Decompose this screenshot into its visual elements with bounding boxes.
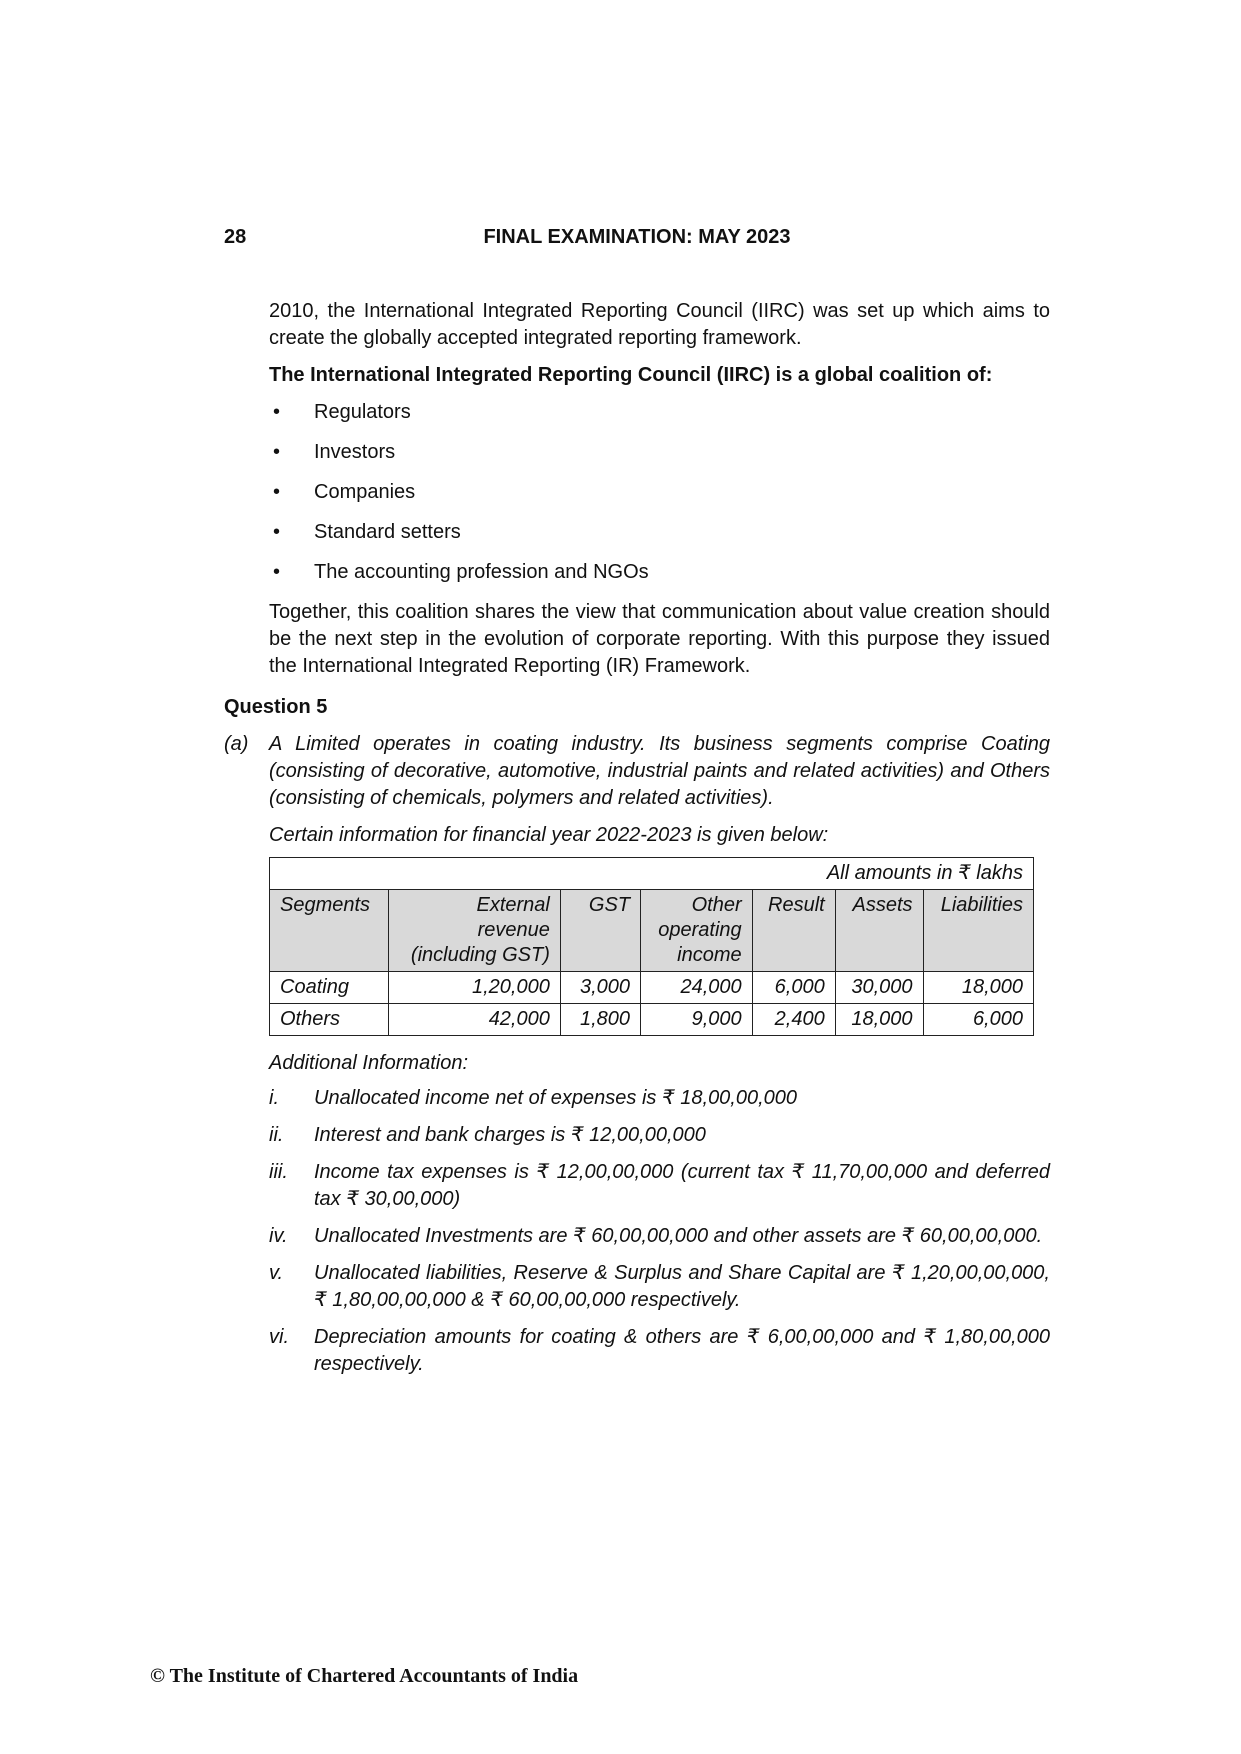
item-number: i. xyxy=(269,1087,279,1109)
bullet-icon: • xyxy=(273,441,281,463)
col-header-segments: Segments xyxy=(270,890,389,972)
item-number: vi. xyxy=(269,1326,289,1348)
list-item xyxy=(269,1260,1050,1314)
item-number: iv. xyxy=(269,1225,288,1247)
coalition-heading: The International Integrated Reporting Council (IIRC) is a global coalition of: xyxy=(269,364,993,386)
list-item xyxy=(269,1122,1050,1149)
additional-heading: Additional Information: xyxy=(269,1052,469,1074)
intro-paragraph: 2010, the International Integrated Reporting Council (IIRC) was set up which aims to create the globally accepted integrated reporting framework. xyxy=(269,300,1050,349)
cell-liabilities: 6,000 xyxy=(923,1004,1033,1036)
col-header-gst: GST xyxy=(560,890,640,972)
item-text: Unallocated liabilities, Reserve & Surplus and Share Capital are ₹ 1,20,00,00,000, ₹ 1,80,00,00,000 & ₹ 60,00,00,000 respectively. xyxy=(314,1262,1050,1311)
bullet-icon: • xyxy=(273,481,281,503)
list-item-text: Regulators xyxy=(314,401,411,423)
cell-segment: Coating xyxy=(270,972,389,1004)
item-text: Unallocated income net of expenses is ₹ 18,00,00,000 xyxy=(314,1087,798,1109)
item-text: Unallocated Investments are ₹ 60,00,00,000 and other assets are ₹ 60,00,00,000. xyxy=(314,1225,1043,1247)
list-item xyxy=(269,519,1050,546)
segment-table xyxy=(269,857,1034,1036)
list-item-text: Investors xyxy=(314,441,396,463)
list-item-text: The accounting profession and NGOs xyxy=(314,561,649,583)
coalition-list xyxy=(269,399,1050,586)
list-item xyxy=(269,439,1050,466)
col-header-result: Result xyxy=(752,890,835,972)
cell-external-revenue: 1,20,000 xyxy=(388,972,560,1004)
list-item xyxy=(269,1324,1050,1378)
col-header-assets: Assets xyxy=(835,890,923,972)
table-note-row xyxy=(270,858,1034,890)
cell-gst: 1,800 xyxy=(560,1004,640,1036)
together-paragraph: Together, this coalition shares the view that communication about value creation should be the next step in the evolution of corporate reporting. With this purpose they issued the International Integrated Reporting (IR) Framework. xyxy=(269,601,1050,677)
list-item-text: Standard setters xyxy=(314,521,461,543)
copyright-footer: © The Institute of Chartered Accountants of India xyxy=(150,1665,579,1687)
cell-assets: 18,000 xyxy=(835,1004,923,1036)
bullet-icon: • xyxy=(273,401,281,423)
additional-info-list xyxy=(269,1085,1050,1378)
cell-other-income: 9,000 xyxy=(641,1004,753,1036)
list-item xyxy=(269,559,1050,586)
col-header-external-revenue: External revenue (including GST) xyxy=(388,890,560,972)
question-heading: Question 5 xyxy=(224,696,328,718)
item-text: Interest and bank charges is ₹ 12,00,00,000 xyxy=(314,1124,706,1146)
item-text: Income tax expenses is ₹ 12,00,00,000 (current tax ₹ 11,70,00,000 and deferred tax ₹ 30,00,000) xyxy=(314,1161,1050,1210)
amounts-note: All amounts in ₹ lakhs xyxy=(270,858,1034,890)
part-label: (a) xyxy=(224,733,249,755)
cell-liabilities: 18,000 xyxy=(923,972,1033,1004)
part-text: A Limited operates in coating industry. Its business segments comprise Coating (consisting of decorative, automotive, industrial paints and related activities) and Others (consisting of chemicals, polymers and related activities). xyxy=(269,733,1050,809)
list-item xyxy=(269,1223,1050,1250)
question-part-a xyxy=(224,731,1050,812)
col-header-liabilities: Liabilities xyxy=(923,890,1033,972)
running-title: FINAL EXAMINATION: MAY 2023 xyxy=(483,226,791,248)
list-item-text: Companies xyxy=(314,481,416,503)
cell-assets: 30,000 xyxy=(835,972,923,1004)
table-header-row xyxy=(270,890,1034,972)
page-number: 28 xyxy=(224,226,247,248)
table-row xyxy=(270,972,1034,1004)
bullet-icon: • xyxy=(273,561,281,583)
item-number: iii. xyxy=(269,1161,288,1183)
table-row xyxy=(270,1004,1034,1036)
cell-external-revenue: 42,000 xyxy=(388,1004,560,1036)
col-header-other-income: Other operating income xyxy=(641,890,753,972)
item-number: v. xyxy=(269,1262,284,1284)
item-number: ii. xyxy=(269,1124,284,1146)
cell-other-income: 24,000 xyxy=(641,972,753,1004)
cell-result: 2,400 xyxy=(752,1004,835,1036)
list-item xyxy=(269,399,1050,426)
list-item xyxy=(269,1159,1050,1213)
cell-result: 6,000 xyxy=(752,972,835,1004)
page-header xyxy=(224,226,1050,256)
item-text: Depreciation amounts for coating & others are ₹ 6,00,00,000 and ₹ 1,80,00,000 respectively. xyxy=(314,1326,1050,1375)
certain-info: Certain information for financial year 2022-2023 is given below: xyxy=(269,824,829,846)
cell-gst: 3,000 xyxy=(560,972,640,1004)
page-content xyxy=(224,298,1050,1388)
list-item xyxy=(269,479,1050,506)
bullet-icon: • xyxy=(273,521,281,543)
cell-segment: Others xyxy=(270,1004,389,1036)
list-item xyxy=(269,1085,1050,1112)
